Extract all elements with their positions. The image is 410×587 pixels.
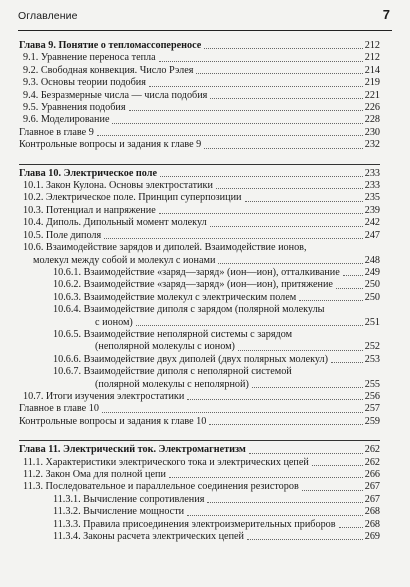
leader-dots: [112, 123, 362, 124]
entry-text: 10.6.3. Взаимодействие молекул с электрическим полем: [53, 291, 297, 303]
leader-dots: [247, 539, 363, 540]
entry-text: Контрольные вопросы и задания к главе 9: [19, 139, 202, 151]
leader-dots: [129, 110, 363, 111]
toc-entry: [19, 416, 380, 428]
leader-dots: [249, 453, 363, 454]
chapter-title: Глава 11. Электрический ток. Электромагнетизм: [19, 444, 246, 456]
toc-entry: [19, 354, 380, 366]
entry-text: 10.6. Взаимодействие зарядов и диполей. Взаимодействие ионов,: [23, 242, 307, 254]
toc-entry: [19, 90, 380, 102]
entry-text: Главное в главе 9: [19, 126, 94, 138]
page-ref: 250: [364, 279, 380, 291]
toc-entry: [19, 481, 380, 493]
page-ref: 212: [364, 40, 380, 51]
entry-text: 9.2. Свободная конвекция. Число Рэлея: [23, 64, 194, 76]
leader-dots: [160, 176, 363, 177]
page-ref: 262: [364, 444, 380, 456]
page-ref: 267: [364, 493, 380, 505]
chapter-title: Глава 9. Понятие о тепломассопереносе: [19, 40, 202, 51]
toc-chapter-heading: [19, 444, 380, 456]
toc-entry: [19, 469, 380, 481]
entry-text: 11.3.2. Вычисление мощности: [53, 506, 185, 518]
leader-dots: [104, 238, 363, 239]
leader-dots: [204, 48, 362, 49]
page-ref: 242: [364, 217, 380, 229]
entry-text: 10.5. Поле диполя: [23, 229, 102, 241]
header-page-number: 7: [382, 7, 390, 22]
entry-text: 11.3.4. Законы расчета электрических цепей: [53, 531, 244, 543]
toc-entry: [19, 279, 380, 291]
leader-dots: [97, 135, 363, 136]
entry-text: Контрольные вопросы и задания к главе 10: [19, 415, 207, 427]
leader-dots: [149, 86, 363, 87]
toc-entry: [19, 304, 380, 329]
entry-text: 11.2. Закон Ома для полной цепи: [23, 469, 166, 480]
toc-chapter: [19, 440, 380, 543]
toc-entry: [19, 519, 380, 531]
toc-entry: [19, 114, 380, 126]
page-ref: 268: [364, 518, 380, 530]
page-ref: 257: [364, 403, 380, 415]
toc-entry: [19, 77, 380, 89]
entry-text-continued: (неполярной молекулы с ионом): [95, 341, 235, 353]
page-ref: 256: [364, 390, 380, 402]
page-ref: 268: [364, 506, 380, 518]
page-ref: 219: [364, 77, 380, 89]
entry-text: 9.4. Безразмерные числа — числа подобия: [23, 89, 208, 101]
toc-entry: [19, 180, 380, 192]
toc-entry: [19, 494, 380, 506]
toc-entry: [19, 366, 380, 391]
leader-dots: [196, 73, 362, 74]
page-ref: 228: [364, 114, 380, 126]
entry-text: 11.3.3. Правила присоединения электроизмерительных приборов: [53, 518, 336, 530]
leader-dots: [159, 213, 363, 214]
entry-text-continued: молекул между собой и молекул с ионами: [33, 254, 216, 266]
toc-entry: [19, 52, 380, 64]
entry-text: 10.6.7. Взаимодействие диполя с неполярной системой: [53, 366, 292, 378]
page-ref: 235: [364, 192, 380, 204]
entry-text: 10.4. Диполь. Дипольный момент молекул: [23, 217, 207, 229]
page-ref: 248: [364, 254, 380, 266]
entry-text: 10.6.4. Взаимодействие диполя с зарядом (полярной молекулы: [53, 304, 325, 316]
leader-dots: [210, 226, 363, 227]
table-of-contents: [19, 40, 380, 555]
toc-entry: [19, 457, 380, 469]
page-ref: 252: [364, 341, 380, 353]
chapter-title: Глава 10. Электрическое поле: [19, 167, 157, 179]
running-header: [18, 4, 392, 31]
page-ref: 232: [364, 139, 380, 151]
page-ref: 251: [364, 316, 380, 328]
entry-text: 11.1. Характеристики электрического тока и электрических цепей: [23, 456, 309, 468]
entry-text: 11.3. Последовательное и параллельное соединения резисторов: [23, 481, 299, 493]
toc-chapter: [19, 164, 380, 429]
entry-text: Главное в главе 10: [19, 403, 99, 415]
page-ref: 267: [364, 481, 380, 493]
toc-entry: [19, 102, 380, 114]
entry-text: 10.2. Электрическое поле. Принцип суперпозиции: [23, 192, 242, 204]
leader-dots: [207, 502, 362, 503]
entry-text: 9.3. Основы теории подобия: [23, 77, 146, 89]
page-ref: 255: [364, 378, 380, 390]
entry-text: 10.6.1. Взаимодействие «заряд—заряд» (ион—ион), отталкивание: [53, 266, 340, 278]
leader-dots: [336, 288, 363, 289]
page-ref: 262: [364, 456, 380, 468]
toc-entry: [19, 242, 380, 267]
toc-chapter: [19, 40, 380, 152]
entry-text: 10.6.2. Взаимодействие «заряд—заряд» (ион—ион), притяжение: [53, 279, 333, 291]
leader-dots: [312, 465, 363, 466]
page-ref: 247: [364, 229, 380, 241]
page-ref: 269: [364, 531, 380, 543]
toc-entry: [19, 531, 380, 543]
leader-dots: [216, 188, 363, 189]
toc-chapter-heading: [19, 168, 380, 180]
toc-entry: [19, 192, 380, 204]
toc-entry: [19, 205, 380, 217]
entry-text: 10.7. Итоги изучения электростатики: [23, 390, 185, 402]
page-ref: 230: [364, 126, 380, 138]
leader-dots: [299, 300, 362, 301]
toc-chapter-heading: [19, 40, 380, 52]
leader-dots: [209, 424, 362, 425]
entry-text: 9.5. Уравнения подобия: [23, 102, 126, 114]
entry-text-continued: с ионом): [95, 316, 133, 328]
page-ref: 253: [364, 353, 380, 365]
leader-dots: [210, 98, 362, 99]
toc-entry: [19, 139, 380, 151]
leader-dots: [159, 61, 363, 62]
page-ref: 250: [364, 291, 380, 303]
leader-dots: [204, 148, 362, 149]
page-ref: 233: [364, 180, 380, 192]
toc-entry: [19, 403, 380, 415]
entry-text: 10.1. Закон Кулона. Основы электростатики: [23, 180, 213, 192]
leader-dots: [339, 527, 363, 528]
entry-text: 9.6. Моделирование: [23, 114, 110, 126]
header-title: Оглавление: [18, 10, 78, 22]
entry-text: 10.6.5. Взаимодействие неполярной системы с зарядом: [53, 328, 293, 340]
toc-entry: [19, 506, 380, 518]
page-ref: 259: [364, 415, 380, 427]
toc-entry: [19, 230, 380, 242]
page-ref: 233: [364, 167, 380, 179]
toc-entry: [19, 267, 380, 279]
leader-dots: [187, 399, 362, 400]
toc-entry: [19, 292, 380, 304]
leader-dots: [252, 387, 363, 388]
leader-dots: [218, 263, 362, 264]
page-ref: 239: [364, 204, 380, 216]
toc-entry: [19, 329, 380, 354]
leader-dots: [343, 275, 363, 276]
toc-entry: [19, 217, 380, 229]
page-ref: 226: [364, 102, 380, 114]
leader-dots: [187, 515, 363, 516]
entry-text-continued: (полярной молекулы с неполярной): [95, 378, 249, 390]
page-ref: 212: [364, 52, 380, 64]
leader-dots: [136, 325, 363, 326]
leader-dots: [238, 350, 363, 351]
leader-dots: [102, 412, 363, 413]
leader-dots: [331, 362, 363, 363]
entry-text: 10.6.6. Взаимодействие двух диполей (двух полярных молекул): [53, 353, 329, 365]
page-ref: 214: [364, 64, 380, 76]
entry-text: 9.1. Уравнение переноса тепла: [23, 52, 156, 64]
leader-dots: [302, 490, 363, 491]
toc-entry: [19, 65, 380, 77]
leader-dots: [169, 477, 363, 478]
entry-text: 11.3.1. Вычисление сопротивления: [53, 493, 205, 505]
toc-entry: [19, 127, 380, 139]
toc-entry: [19, 391, 380, 403]
entry-text: 10.3. Потенциал и напряжение: [23, 204, 156, 216]
leader-dots: [245, 201, 363, 202]
page-ref: 221: [364, 89, 380, 101]
page-ref: 266: [364, 469, 380, 480]
page-ref: 249: [364, 266, 380, 278]
